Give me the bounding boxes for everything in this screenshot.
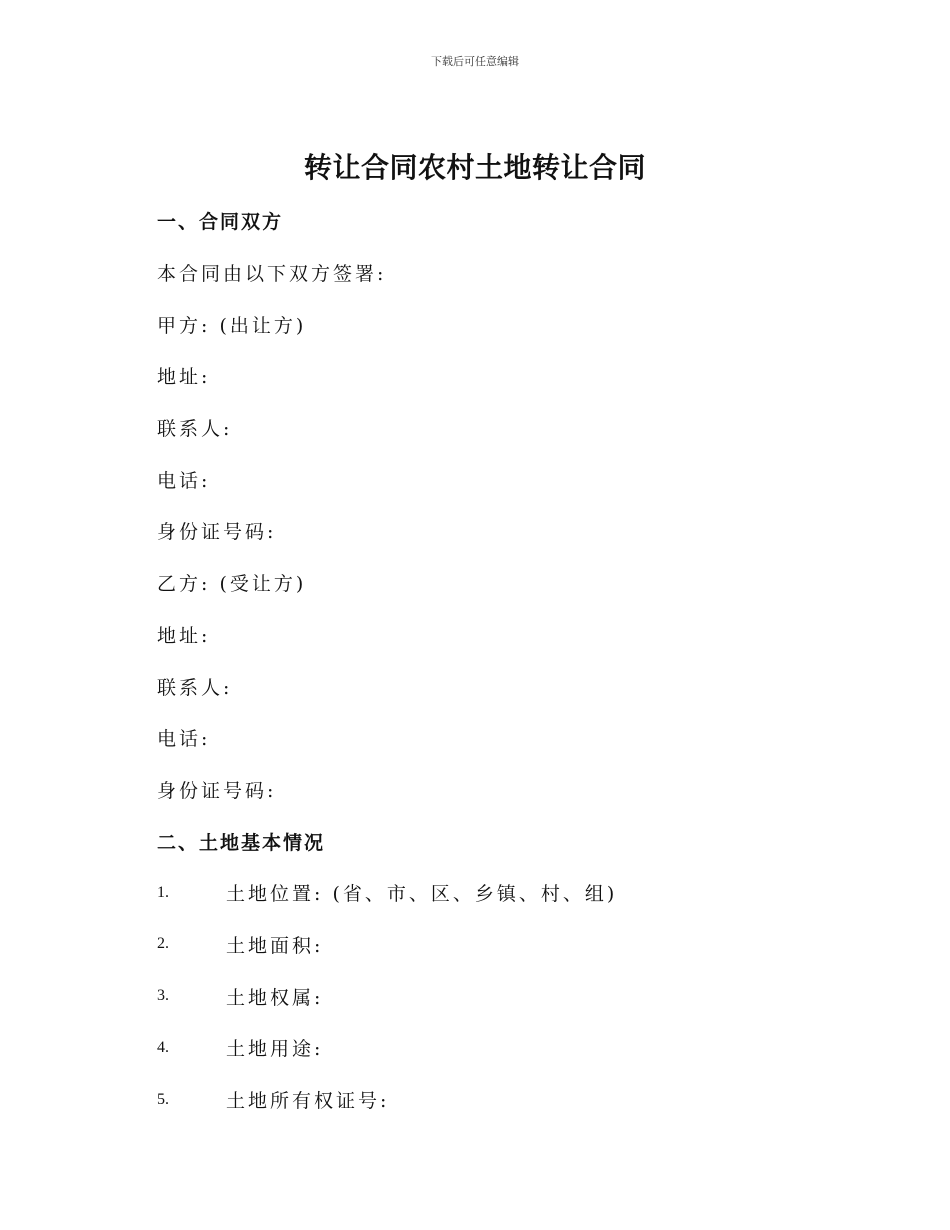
page-header-note: 下载后可任意编辑 bbox=[431, 55, 519, 68]
party-a-address: 地址: bbox=[157, 366, 211, 389]
list-item-number: 1. bbox=[157, 883, 169, 901]
list-item bbox=[157, 867, 797, 919]
section-heading-parties: 一、合同双方 bbox=[157, 211, 284, 234]
list-item-number: 2. bbox=[157, 935, 169, 953]
party-b-label: 乙方: (受让方) bbox=[157, 573, 307, 596]
list-item bbox=[157, 970, 797, 1022]
party-a-contact: 联系人: bbox=[157, 418, 233, 441]
party-b-address: 地址: bbox=[157, 624, 211, 647]
party-a-id-number: 身份证号码: bbox=[157, 521, 277, 544]
list-item-text: 土地所有权证号: bbox=[226, 1090, 390, 1113]
party-a-label: 甲方: (出让方) bbox=[157, 314, 307, 337]
party-b-contact: 联系人: bbox=[157, 676, 233, 699]
document-title: 转让合同农村土地转让合同 bbox=[303, 151, 646, 184]
list-item-text: 土地用途: bbox=[226, 1038, 324, 1061]
intro-line: 本合同由以下双方签署: bbox=[157, 263, 387, 286]
document-body bbox=[157, 195, 797, 1125]
list-item-text: 土地权属: bbox=[226, 986, 324, 1009]
list-item-text: 土地位置: (省、市、区、乡镇、村、组) bbox=[226, 883, 618, 906]
list-item-number: 4. bbox=[157, 1038, 169, 1056]
list-item-text: 土地面积: bbox=[226, 934, 324, 957]
party-a-phone: 电话: bbox=[157, 469, 211, 492]
section-heading-land: 二、土地基本情况 bbox=[157, 831, 326, 854]
list-item bbox=[157, 919, 797, 971]
party-b-id-number: 身份证号码: bbox=[157, 779, 277, 802]
list-item bbox=[157, 1022, 797, 1074]
list-item-number: 3. bbox=[157, 987, 169, 1005]
list-item-number: 5. bbox=[157, 1090, 169, 1108]
list-item bbox=[157, 1074, 797, 1126]
party-b-phone: 电话: bbox=[157, 728, 211, 751]
